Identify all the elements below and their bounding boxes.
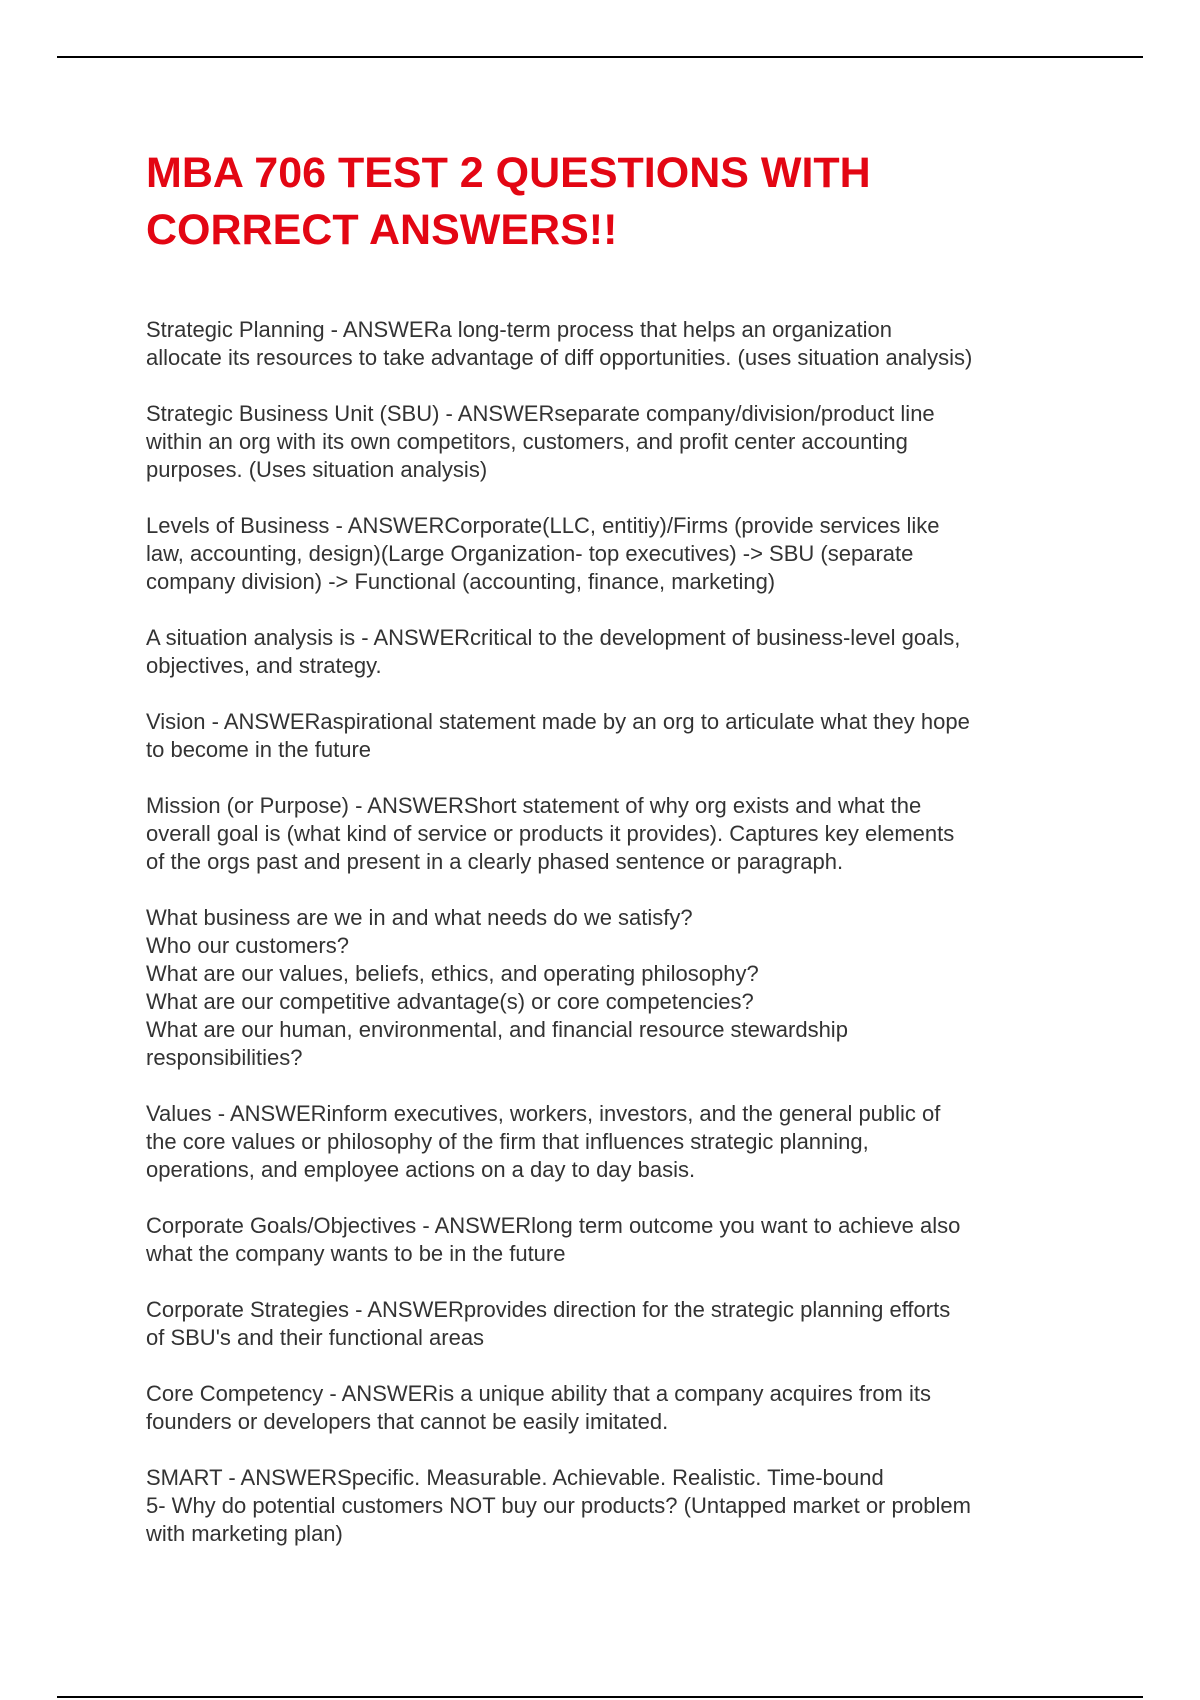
entry-line: Strategic Planning - ANSWERa long-term process that helps an organization (146, 317, 892, 342)
qa-entry-strategic-business-unit (146, 400, 1086, 484)
entry-line: with marketing plan) (146, 1521, 343, 1546)
entry-line: purposes. (Uses situation analysis) (146, 457, 488, 482)
entry-line: founders or developers that cannot be easily imitated. (146, 1409, 669, 1434)
qa-entry-situation-analysis (146, 624, 1086, 680)
entry-line: Corporate Goals/Objectives - ANSWERlong term outcome you want to achieve also (146, 1213, 961, 1238)
entry-line: objectives, and strategy. (146, 653, 382, 678)
document-title (146, 145, 1086, 259)
title-line: CORRECT ANSWERS!! (146, 206, 618, 254)
qa-entry-mission-questions (146, 904, 1086, 1072)
qa-list (146, 316, 1086, 1548)
entry-line: Strategic Business Unit (SBU) - ANSWERseparate company/division/product line (146, 401, 935, 426)
entry-line: the core values or philosophy of the firm that influences strategic planning, (146, 1129, 869, 1154)
entry-line: of SBU's and their functional areas (146, 1325, 485, 1350)
qa-entry-values (146, 1100, 1086, 1184)
entry-line: 5- Why do potential customers NOT buy our products? (Untapped market or problem (146, 1493, 971, 1518)
top-divider (57, 56, 1143, 58)
qa-entry-strategic-planning (146, 316, 1086, 372)
entry-line: Vision - ANSWERaspirational statement made by an org to articulate what they hope (146, 709, 970, 734)
entry-line: Values - ANSWERinform executives, workers, investors, and the general public of (146, 1101, 941, 1126)
entry-line: What are our values, beliefs, ethics, and operating philosophy? (146, 961, 759, 986)
qa-entry-core-competency (146, 1380, 1086, 1436)
entry-line: What are our competitive advantage(s) or core competencies? (146, 989, 754, 1014)
bottom-divider (57, 1696, 1143, 1698)
entry-line: allocate its resources to take advantage of diff opportunities. (uses situation analysis) (146, 345, 973, 370)
entry-line: law, accounting, design)(Large Organization- top executives) -> SBU (separate (146, 541, 914, 566)
entry-line: Mission (or Purpose) - ANSWERShort statement of why org exists and what the (146, 793, 922, 818)
entry-line: What are our human, environmental, and financial resource stewardship (146, 1017, 848, 1042)
title-line: MBA 706 TEST 2 QUESTIONS WITH (146, 149, 871, 197)
entry-line: What business are we in and what needs do we satisfy? (146, 905, 693, 930)
entry-line: company division) -> Functional (accounting, finance, marketing) (146, 569, 776, 594)
qa-entry-smart (146, 1464, 1086, 1548)
entry-line: what the company wants to be in the future (146, 1241, 566, 1266)
document-body (146, 145, 1086, 1576)
entry-line: Corporate Strategies - ANSWERprovides direction for the strategic planning efforts (146, 1297, 951, 1322)
entry-line: within an org with its own competitors, customers, and profit center accounting (146, 429, 908, 454)
entry-line: operations, and employee actions on a day to day basis. (146, 1157, 696, 1182)
entry-line: overall goal is (what kind of service or products it provides). Captures key elements (146, 821, 955, 846)
entry-line: Levels of Business - ANSWERCorporate(LLC, entitiy)/Firms (provide services like (146, 513, 940, 538)
entry-line: to become in the future (146, 737, 372, 762)
qa-entry-corporate-goals (146, 1212, 1086, 1268)
entry-line: responsibilities? (146, 1045, 303, 1070)
qa-entry-mission (146, 792, 1086, 876)
entry-line: Core Competency - ANSWERis a unique ability that a company acquires from its (146, 1381, 931, 1406)
qa-entry-corporate-strategies (146, 1296, 1086, 1352)
entry-line: SMART - ANSWERSpecific. Measurable. Achievable. Realistic. Time-bound (146, 1465, 884, 1490)
qa-entry-levels-of-business (146, 512, 1086, 596)
entry-line: of the orgs past and present in a clearly phased sentence or paragraph. (146, 849, 844, 874)
entry-line: Who our customers? (146, 933, 349, 958)
qa-entry-vision (146, 708, 1086, 764)
entry-line: A situation analysis is - ANSWERcritical to the development of business-level goals, (146, 625, 961, 650)
